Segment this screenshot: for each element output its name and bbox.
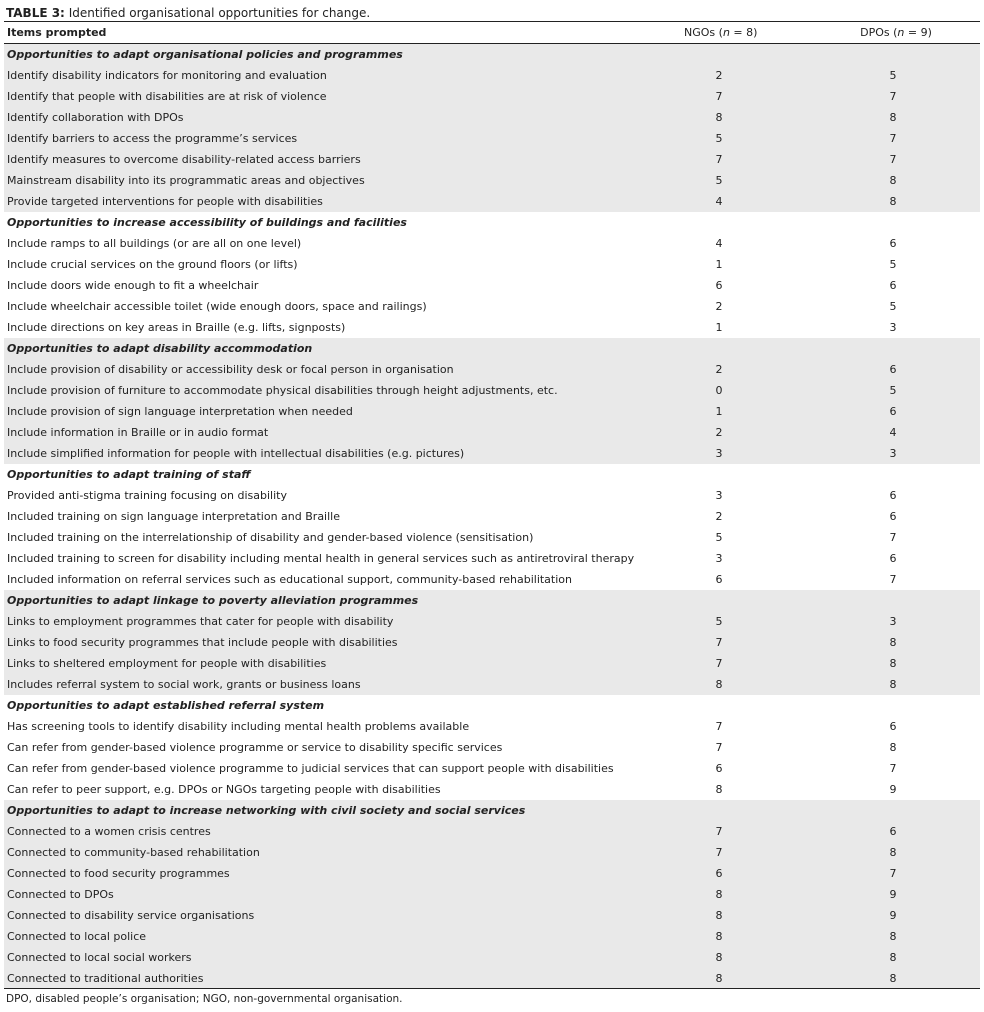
table-header bbox=[4, 22, 980, 43]
section-title: Opportunities to adapt training of staff bbox=[7, 468, 251, 481]
section-header-row bbox=[4, 212, 980, 233]
section-header-row bbox=[4, 44, 980, 65]
ngo-count: 8 bbox=[715, 951, 723, 964]
ngo-count: 5 bbox=[715, 132, 723, 145]
item-label: Include information in Braille or in audio format bbox=[7, 426, 269, 439]
table-row bbox=[4, 233, 980, 254]
item-label: Include simplified information for people with intellectual disabilities (e.g. pictures) bbox=[7, 447, 465, 460]
table-row bbox=[4, 632, 980, 653]
dpo-count: 8 bbox=[889, 741, 897, 754]
ngo-count: 0 bbox=[715, 384, 723, 397]
item-label: Provided anti-stigma training focusing on disability bbox=[7, 489, 287, 502]
table-row bbox=[4, 275, 980, 296]
ngo-count: 4 bbox=[715, 195, 723, 208]
ngo-count: 2 bbox=[715, 363, 723, 376]
table-row bbox=[4, 737, 980, 758]
ngo-count: 5 bbox=[715, 531, 723, 544]
dpo-count: 4 bbox=[889, 426, 897, 439]
dpo-count: 6 bbox=[889, 279, 897, 292]
ngo-count: 6 bbox=[715, 573, 723, 586]
table-row bbox=[4, 926, 980, 947]
table-row bbox=[4, 296, 980, 317]
ngo-count: 3 bbox=[715, 489, 723, 502]
table-row bbox=[4, 569, 980, 590]
section-header-row bbox=[4, 338, 980, 359]
table-row bbox=[4, 86, 980, 107]
dpo-count: 9 bbox=[889, 909, 897, 922]
item-label: Include provision of sign language interpretation when needed bbox=[7, 405, 353, 418]
item-label: Identify measures to overcome disability-related access barriers bbox=[7, 153, 361, 166]
item-label: Connected to disability service organisations bbox=[7, 909, 255, 922]
ngo-count: 6 bbox=[715, 762, 723, 775]
item-label: Connected to DPOs bbox=[7, 888, 114, 901]
dpo-count: 5 bbox=[889, 384, 897, 397]
bottom-rule bbox=[4, 988, 980, 989]
table-row bbox=[4, 842, 980, 863]
section-title: Opportunities to adapt to increase networking with civil society and social services bbox=[7, 804, 526, 817]
table-row bbox=[4, 422, 980, 443]
item-label: Can refer to peer support, e.g. DPOs or NGOs targeting people with disabilities bbox=[7, 783, 441, 796]
table-row bbox=[4, 485, 980, 506]
ngo-count: 2 bbox=[715, 510, 723, 523]
dpo-count: 3 bbox=[889, 447, 897, 460]
dpo-count: 8 bbox=[889, 972, 897, 985]
dpo-count: 7 bbox=[889, 90, 897, 103]
item-label: Included training to screen for disability including mental health in general services such as antiretroviral therapy bbox=[7, 552, 635, 565]
table-row bbox=[4, 863, 980, 884]
table-row bbox=[4, 443, 980, 464]
item-label: Provide targeted interventions for people with disabilities bbox=[7, 195, 323, 208]
item-label: Can refer from gender-based violence programme or service to disability specific services bbox=[7, 741, 503, 754]
dpo-count: 7 bbox=[889, 132, 897, 145]
item-label: Include provision of disability or accessibility desk or focal person in organisation bbox=[7, 363, 454, 376]
item-label: Can refer from gender-based violence programme to judicial services that can support people with disabilities bbox=[7, 762, 614, 775]
ngo-count: 8 bbox=[715, 909, 723, 922]
dpo-count: 3 bbox=[889, 615, 897, 628]
section-title: Opportunities to adapt organisational policies and programmes bbox=[7, 48, 403, 61]
ngo-count: 7 bbox=[715, 153, 723, 166]
dpo-count: 8 bbox=[889, 111, 897, 124]
ngo-count: 1 bbox=[715, 321, 723, 334]
table-row bbox=[4, 380, 980, 401]
ngo-count: 4 bbox=[715, 237, 723, 250]
item-label: Include directions on key areas in Braille (e.g. lifts, signposts) bbox=[7, 321, 346, 334]
table-row bbox=[4, 254, 980, 275]
table-row bbox=[4, 716, 980, 737]
item-label: Included training on sign language interpretation and Braille bbox=[7, 510, 340, 523]
table-row bbox=[4, 758, 980, 779]
section-title: Opportunities to adapt linkage to poverty alleviation programmes bbox=[7, 594, 419, 607]
dpo-count: 6 bbox=[889, 363, 897, 376]
table-row bbox=[4, 674, 980, 695]
ngo-count: 3 bbox=[715, 552, 723, 565]
table-row bbox=[4, 905, 980, 926]
ngo-count: 2 bbox=[715, 69, 723, 82]
dpo-count: 7 bbox=[889, 531, 897, 544]
dpo-count: 6 bbox=[889, 825, 897, 838]
table-row bbox=[4, 317, 980, 338]
item-label: Connected to community-based rehabilitation bbox=[7, 846, 260, 859]
item-label: Connected to a women crisis centres bbox=[7, 825, 211, 838]
item-label: Identify collaboration with DPOs bbox=[7, 111, 184, 124]
dpo-count: 8 bbox=[889, 678, 897, 691]
table-row bbox=[4, 527, 980, 548]
dpo-count: 3 bbox=[889, 321, 897, 334]
item-label: Connected to local social workers bbox=[7, 951, 192, 964]
dpo-count: 8 bbox=[889, 174, 897, 187]
dpo-count: 7 bbox=[889, 573, 897, 586]
table-row bbox=[4, 401, 980, 422]
ngo-count: 8 bbox=[715, 678, 723, 691]
ngo-count: 7 bbox=[715, 720, 723, 733]
table-row bbox=[4, 968, 980, 989]
item-label: Has screening tools to identify disability including mental health problems available bbox=[7, 720, 470, 733]
item-label: Include ramps to all buildings (or are all on one level) bbox=[7, 237, 302, 250]
dpo-count: 5 bbox=[889, 69, 897, 82]
dpo-count: 8 bbox=[889, 951, 897, 964]
table-row bbox=[4, 779, 980, 800]
ngo-count: 7 bbox=[715, 90, 723, 103]
item-label: Connected to local police bbox=[7, 930, 147, 943]
item-label: Identify disability indicators for monitoring and evaluation bbox=[7, 69, 327, 82]
ngo-count: 8 bbox=[715, 930, 723, 943]
dpo-count: 7 bbox=[889, 762, 897, 775]
item-label: Included information on referral services such as educational support, community-based rehabilitation bbox=[7, 573, 572, 586]
section-title: Opportunities to adapt disability accommodation bbox=[7, 342, 313, 355]
item-label: Links to employment programmes that cater for people with disability bbox=[7, 615, 394, 628]
header-dpos: DPOs (n = 9) bbox=[860, 26, 932, 39]
item-label: Includes referral system to social work, grants or business loans bbox=[7, 678, 361, 691]
table-row bbox=[4, 884, 980, 905]
ngo-count: 1 bbox=[715, 405, 723, 418]
dpo-count: 6 bbox=[889, 720, 897, 733]
item-label: Include wheelchair accessible toilet (wide enough doors, space and railings) bbox=[7, 300, 427, 313]
item-label: Identify that people with disabilities are at risk of violence bbox=[7, 90, 327, 103]
table-row bbox=[4, 191, 980, 212]
item-label: Links to food security programmes that include people with disabilities bbox=[7, 636, 398, 649]
ngo-count: 7 bbox=[715, 636, 723, 649]
dpo-count: 8 bbox=[889, 657, 897, 670]
ngo-count: 8 bbox=[715, 783, 723, 796]
table-row bbox=[4, 506, 980, 527]
dpo-count: 9 bbox=[889, 783, 897, 796]
ngo-count: 8 bbox=[715, 888, 723, 901]
table-row bbox=[4, 653, 980, 674]
item-label: Include crucial services on the ground floors (or lifts) bbox=[7, 258, 298, 271]
item-label: Included training on the interrelationship of disability and gender-based violence (sensitisation) bbox=[7, 531, 534, 544]
ngo-count: 5 bbox=[715, 174, 723, 187]
item-label: Connected to food security programmes bbox=[7, 867, 230, 880]
section-header-row bbox=[4, 695, 980, 716]
table-row bbox=[4, 128, 980, 149]
ngo-count: 1 bbox=[715, 258, 723, 271]
section-header-row bbox=[4, 800, 980, 821]
table-footnote: DPO, disabled people’s organisation; NGO, non-governmental organisation. bbox=[6, 993, 403, 1005]
table-row bbox=[4, 821, 980, 842]
table-row bbox=[4, 359, 980, 380]
ngo-count: 6 bbox=[715, 867, 723, 880]
ngo-count: 2 bbox=[715, 426, 723, 439]
dpo-count: 8 bbox=[889, 930, 897, 943]
section-header-row bbox=[4, 590, 980, 611]
ngo-count: 3 bbox=[715, 447, 723, 460]
ngo-count: 8 bbox=[715, 972, 723, 985]
table-row bbox=[4, 149, 980, 170]
section-title: Opportunities to increase accessibility of buildings and facilities bbox=[7, 216, 407, 229]
dpo-count: 6 bbox=[889, 237, 897, 250]
dpo-count: 6 bbox=[889, 489, 897, 502]
table-row bbox=[4, 65, 980, 86]
ngo-count: 7 bbox=[715, 741, 723, 754]
ngo-count: 8 bbox=[715, 111, 723, 124]
ngo-count: 6 bbox=[715, 279, 723, 292]
caption-text: Identified organisational opportunities for change. bbox=[68, 6, 371, 20]
section-title: Opportunities to adapt established referral system bbox=[7, 699, 325, 712]
table-row bbox=[4, 170, 980, 191]
item-label: Include provision of furniture to accommodate physical disabilities through height adjustments, etc. bbox=[7, 384, 558, 397]
item-label: Mainstream disability into its programmatic areas and objectives bbox=[7, 174, 365, 187]
dpo-count: 5 bbox=[889, 258, 897, 271]
caption-label: TABLE 3: bbox=[6, 6, 65, 20]
header-items: Items prompted bbox=[7, 26, 107, 39]
ngo-count: 7 bbox=[715, 657, 723, 670]
dpo-count: 6 bbox=[889, 405, 897, 418]
dpo-count: 9 bbox=[889, 888, 897, 901]
dpo-count: 8 bbox=[889, 195, 897, 208]
item-label: Connected to traditional authorities bbox=[7, 972, 204, 985]
dpo-count: 6 bbox=[889, 510, 897, 523]
ngo-count: 7 bbox=[715, 825, 723, 838]
table-row bbox=[4, 947, 980, 968]
table-row bbox=[4, 107, 980, 128]
item-label: Include doors wide enough to fit a wheelchair bbox=[7, 279, 259, 292]
header-ngos: NGOs (n = 8) bbox=[684, 26, 758, 39]
table-row bbox=[4, 611, 980, 632]
table-body bbox=[4, 44, 980, 989]
dpo-count: 8 bbox=[889, 636, 897, 649]
ngo-count: 7 bbox=[715, 846, 723, 859]
section-header-row bbox=[4, 464, 980, 485]
dpo-count: 5 bbox=[889, 300, 897, 313]
ngo-count: 5 bbox=[715, 615, 723, 628]
ngo-count: 2 bbox=[715, 300, 723, 313]
item-label: Links to sheltered employment for people with disabilities bbox=[7, 657, 327, 670]
item-label: Identify barriers to access the programme’s services bbox=[7, 132, 298, 145]
table-row bbox=[4, 548, 980, 569]
dpo-count: 7 bbox=[889, 153, 897, 166]
dpo-count: 7 bbox=[889, 867, 897, 880]
dpo-count: 8 bbox=[889, 846, 897, 859]
table-caption bbox=[6, 4, 370, 22]
dpo-count: 6 bbox=[889, 552, 897, 565]
